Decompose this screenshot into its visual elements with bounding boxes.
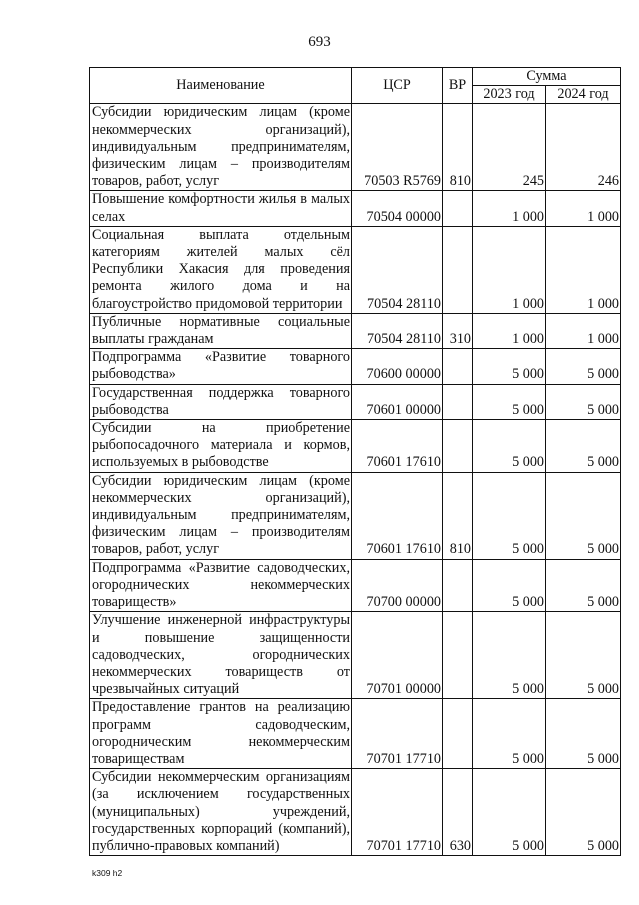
row-name: Субсидии на приобретение рыбопосадочного материала и кормов, используемых в рыбоводстве bbox=[90, 420, 352, 473]
row-sum-2023: 245 bbox=[473, 104, 546, 191]
row-name: Повышение комфортности жилья в малых селах bbox=[90, 191, 352, 226]
row-csr: 70504 00000 bbox=[352, 191, 443, 226]
row-sum-2023: 5 000 bbox=[473, 699, 546, 769]
row-sum-2023: 5 000 bbox=[473, 472, 546, 559]
row-sum-2024: 1 000 bbox=[546, 226, 621, 313]
row-vr bbox=[443, 699, 473, 769]
table-row bbox=[90, 313, 621, 348]
row-csr: 70503 R5769 bbox=[352, 104, 443, 191]
row-name: Публичные нормативные социальные выплаты гражданам bbox=[90, 313, 352, 348]
table-row bbox=[90, 104, 621, 191]
row-sum-2023: 5 000 bbox=[473, 769, 546, 856]
row-csr: 70601 17610 bbox=[352, 472, 443, 559]
row-sum-2023: 5 000 bbox=[473, 559, 546, 612]
table-row bbox=[90, 420, 621, 473]
row-sum-2023: 1 000 bbox=[473, 191, 546, 226]
table-row bbox=[90, 612, 621, 699]
row-csr: 70701 17710 bbox=[352, 699, 443, 769]
row-csr: 70601 00000 bbox=[352, 384, 443, 419]
row-csr: 70504 28110 bbox=[352, 226, 443, 313]
row-vr bbox=[443, 420, 473, 473]
row-csr: 70600 00000 bbox=[352, 349, 443, 384]
row-vr bbox=[443, 349, 473, 384]
row-name: Подпрограмма «Развитие садоводческих, огороднических некоммерческих товариществ» bbox=[90, 559, 352, 612]
row-sum-2024: 1 000 bbox=[546, 191, 621, 226]
table-row bbox=[90, 191, 621, 226]
row-name: Государственная поддержка товарного рыбоводства bbox=[90, 384, 352, 419]
row-sum-2023: 5 000 bbox=[473, 384, 546, 419]
row-vr bbox=[443, 191, 473, 226]
row-sum-2024: 5 000 bbox=[546, 384, 621, 419]
table-row bbox=[90, 472, 621, 559]
budget-table bbox=[89, 67, 621, 856]
row-vr: 810 bbox=[443, 472, 473, 559]
row-sum-2023: 5 000 bbox=[473, 420, 546, 473]
table-row bbox=[90, 349, 621, 384]
row-name: Улучшение инженерной инфраструктуры и повышение защищенности садоводческих, огороднических некоммерческих товариществ от чрезвычайных ситуаций bbox=[90, 612, 352, 699]
table-row bbox=[90, 226, 621, 313]
row-csr: 70700 00000 bbox=[352, 559, 443, 612]
row-sum-2024: 5 000 bbox=[546, 769, 621, 856]
header-sum: Сумма bbox=[473, 68, 621, 86]
row-name: Подпрограмма «Развитие товарного рыбоводства» bbox=[90, 349, 352, 384]
row-vr bbox=[443, 384, 473, 419]
header-vr: ВР bbox=[443, 68, 473, 104]
table-row bbox=[90, 559, 621, 612]
row-sum-2024: 5 000 bbox=[546, 472, 621, 559]
row-vr bbox=[443, 612, 473, 699]
row-vr bbox=[443, 559, 473, 612]
row-name: Социальная выплата отдельным категориям жителей малых сёл Республики Хакасия для проведения ремонта жилого дома и на благоустройство придомовой территории bbox=[90, 226, 352, 313]
row-sum-2024: 5 000 bbox=[546, 612, 621, 699]
row-name: Субсидии юридическим лицам (кроме некоммерческих организаций), индивидуальным предпринимателям, физическим лицам – производителям товаров, работ, услуг bbox=[90, 104, 352, 191]
header-year-2024: 2024 год bbox=[546, 86, 621, 104]
row-sum-2024: 5 000 bbox=[546, 699, 621, 769]
row-csr: 70701 00000 bbox=[352, 612, 443, 699]
row-vr bbox=[443, 226, 473, 313]
row-name: Субсидии юридическим лицам (кроме некоммерческих организаций), индивидуальным предпринимателям, физическим лицам – производителям товаров, работ, услуг bbox=[90, 472, 352, 559]
row-sum-2024: 5 000 bbox=[546, 420, 621, 473]
row-sum-2023: 1 000 bbox=[473, 226, 546, 313]
row-sum-2023: 1 000 bbox=[473, 313, 546, 348]
row-sum-2024: 246 bbox=[546, 104, 621, 191]
row-vr: 630 bbox=[443, 769, 473, 856]
header-csr: ЦСР bbox=[352, 68, 443, 104]
row-sum-2024: 5 000 bbox=[546, 349, 621, 384]
header-year-2023: 2023 год bbox=[473, 86, 546, 104]
table-row bbox=[90, 384, 621, 419]
row-csr: 70504 28110 bbox=[352, 313, 443, 348]
row-sum-2024: 5 000 bbox=[546, 559, 621, 612]
page-number: 693 bbox=[308, 34, 331, 50]
row-csr: 70601 17610 bbox=[352, 420, 443, 473]
footer-code: k309 h2 bbox=[92, 868, 123, 878]
row-sum-2023: 5 000 bbox=[473, 612, 546, 699]
row-name: Субсидии некоммерческим организациям (за исключением государственных (муниципальных) учреждений, государственных корпораций (компаний), публично-правовых компаний) bbox=[90, 769, 352, 856]
row-vr: 310 bbox=[443, 313, 473, 348]
row-name: Предоставление грантов на реализацию программ садоводческим, огородническим некоммерческим товариществам bbox=[90, 699, 352, 769]
row-sum-2024: 1 000 bbox=[546, 313, 621, 348]
row-csr: 70701 17710 bbox=[352, 769, 443, 856]
row-sum-2023: 5 000 bbox=[473, 349, 546, 384]
table-row bbox=[90, 769, 621, 856]
header-name: Наименование bbox=[90, 68, 352, 104]
table-row bbox=[90, 699, 621, 769]
row-vr: 810 bbox=[443, 104, 473, 191]
